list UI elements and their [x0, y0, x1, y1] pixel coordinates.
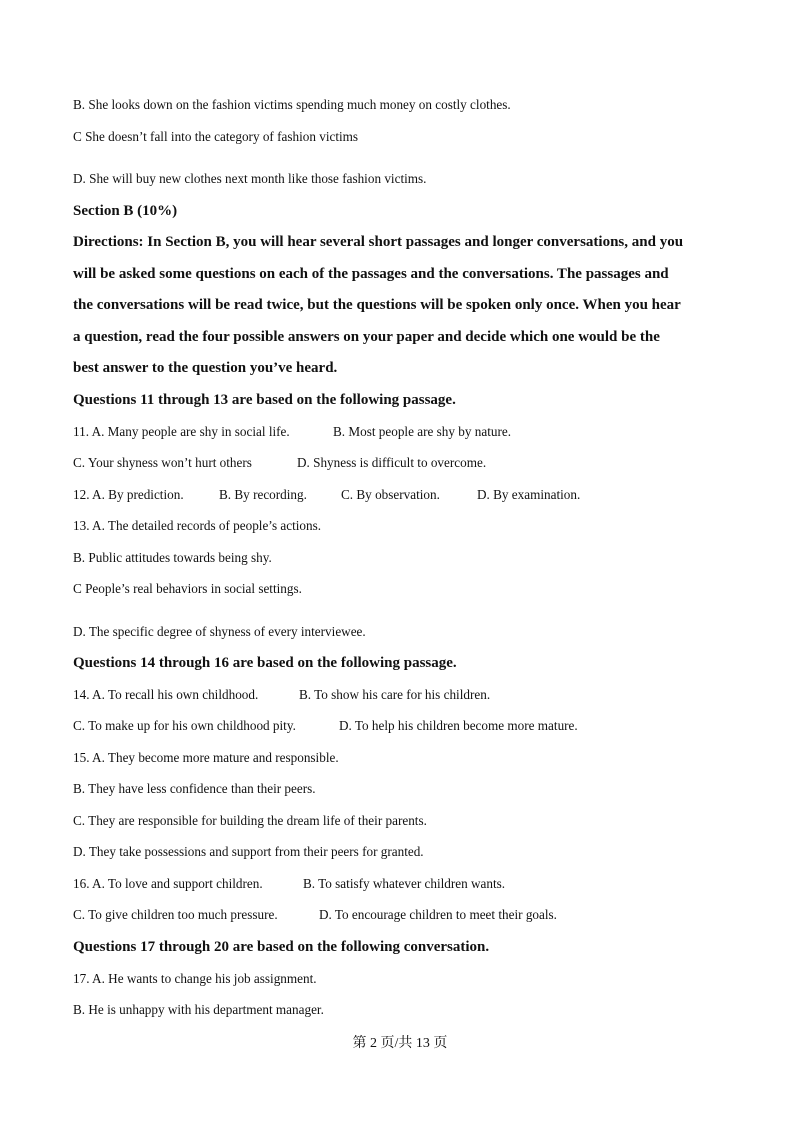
option: B. Most people are shy by nature.: [333, 424, 511, 439]
option: C. To make up for his own childhood pity.: [73, 718, 296, 733]
directions-line: a question, read the four possible answers on your paper and decide which one would be the: [73, 329, 660, 345]
page-number-footer: 第 2 页/共 13 页: [352, 1036, 448, 1051]
section-title: Section B (10%): [73, 203, 178, 219]
option-line: B. She looks down on the fashion victims spending much money on costly clothes.: [73, 97, 511, 112]
option: 12. A. By prediction.: [73, 487, 184, 502]
option-row: [73, 455, 487, 471]
option: D. To encourage children to meet their goals.: [319, 907, 557, 922]
option: D. By examination.: [477, 487, 581, 502]
option-line: D. They take possessions and support from their peers for granted.: [73, 844, 424, 859]
option: B. By recording.: [219, 487, 307, 502]
option-line: B. Public attitudes towards being shy.: [73, 550, 272, 565]
option-line: C She doesn’t fall into the category of fashion victims: [73, 129, 359, 144]
option: 11. A. Many people are shy in social life.: [73, 424, 290, 439]
option: C. Your shyness won’t hurt others: [73, 455, 252, 470]
question-group-heading: Questions 17 through 20 are based on the following conversation.: [73, 939, 490, 955]
option-row: [73, 907, 557, 923]
directions-line: best answer to the question you’ve heard.: [73, 360, 338, 376]
option-row: [73, 424, 511, 440]
option: D. Shyness is difficult to overcome.: [297, 455, 487, 470]
directions-line: the conversations will be read twice, but the questions will be spoken only once. When you hear: [73, 297, 681, 313]
option-line: B. He is unhappy with his department manager.: [73, 1002, 324, 1017]
option-line: D. The specific degree of shyness of every interviewee.: [73, 624, 366, 639]
question-group-heading: Questions 11 through 13 are based on the following passage.: [73, 392, 456, 408]
option: B. To satisfy whatever children wants.: [303, 876, 506, 891]
option-line: C. They are responsible for building the dream life of their parents.: [73, 813, 427, 828]
option: D. To help his children become more mature.: [339, 718, 578, 733]
option: B. To show his care for his children.: [299, 687, 491, 702]
option-line: C People’s real behaviors in social settings.: [73, 581, 302, 596]
option-line: 17. A. He wants to change his job assignment.: [73, 971, 317, 986]
question-group-heading: Questions 14 through 16 are based on the following passage.: [73, 655, 457, 671]
option: 14. A. To recall his own childhood.: [73, 687, 259, 702]
option: 16. A. To love and support children.: [73, 876, 263, 891]
option-line: B. They have less confidence than their peers.: [73, 781, 316, 796]
option-line: D. She will buy new clothes next month like those fashion victims.: [73, 171, 427, 186]
option-row: [73, 487, 581, 503]
option-line: 15. A. They become more mature and responsible.: [73, 750, 339, 765]
option: C. By observation.: [341, 487, 440, 502]
option-row: [73, 718, 578, 734]
directions-line: will be asked some questions on each of the passages and the conversations. The passages and: [73, 266, 669, 282]
directions-line: Directions: In Section B, you will hear several short passages and longer conversations, and you: [73, 234, 684, 250]
option: C. To give children too much pressure.: [73, 907, 278, 922]
option-row: [73, 687, 491, 703]
option-row: [73, 876, 506, 892]
option-line: 13. A. The detailed records of people’s actions.: [73, 518, 322, 533]
